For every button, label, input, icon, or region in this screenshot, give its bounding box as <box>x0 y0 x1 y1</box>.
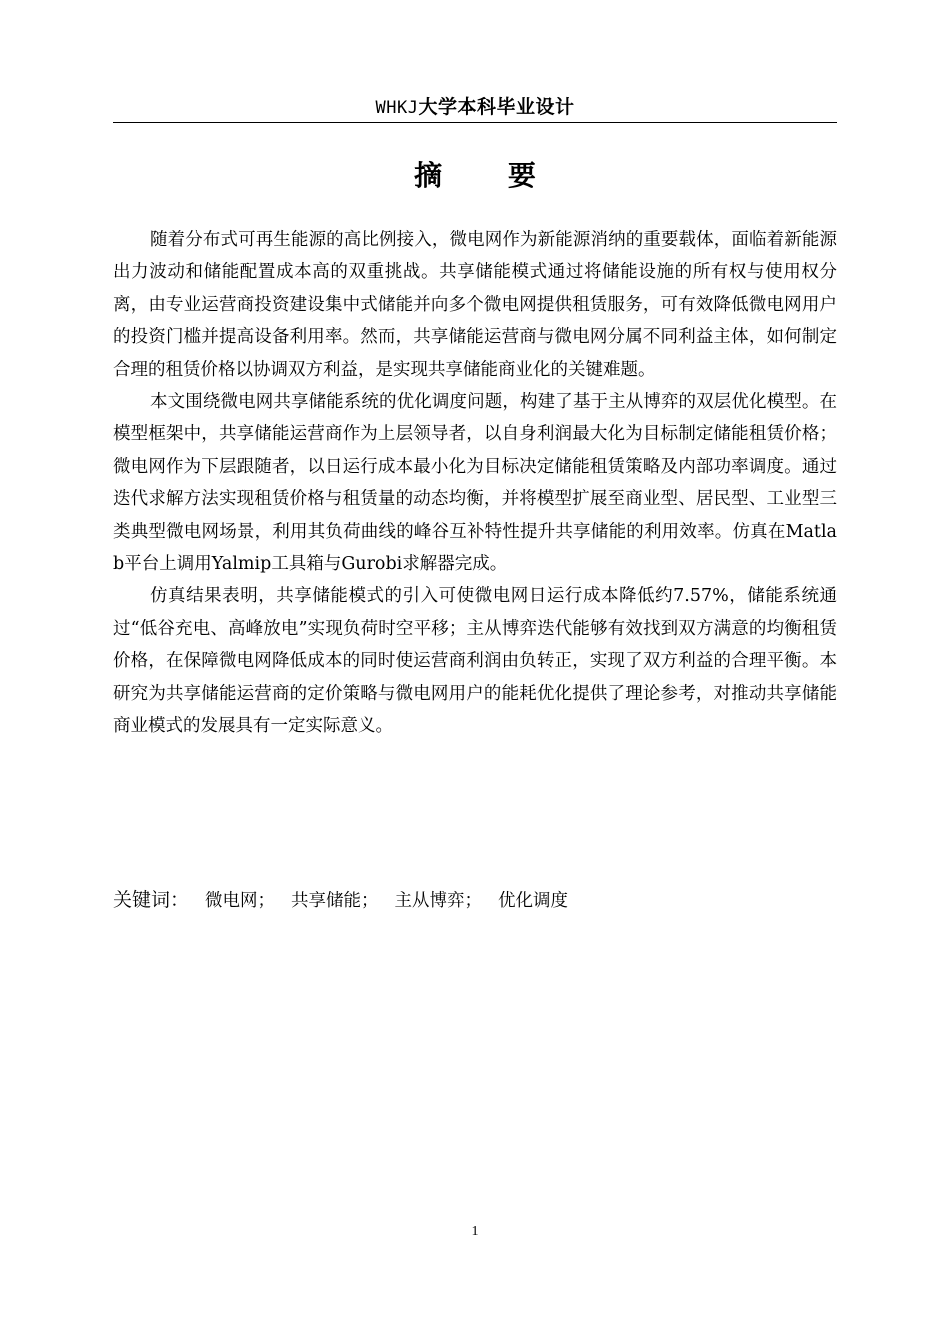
keywords-line <box>113 884 837 917</box>
header-rule <box>113 122 837 123</box>
running-header <box>113 94 837 121</box>
header-title: 大学本科毕业设计 <box>418 96 575 118</box>
header-school-code: WHKJ <box>375 98 419 118</box>
page-number: 1 <box>471 1224 479 1239</box>
abstract-title: 摘 要 <box>414 159 564 192</box>
abstract-paragraph-1: 随着分布式可再生能源的高比例接入，微电网作为新能源消纳的重要载体，面临着新能源出力波动和储能配置成本高的双重挑战。共享储能模式通过将储能设施的所有权与使用权分离，由专业运营商投资建设集中式储能并向多个微电网提供租赁服务，可有效降低微电网用户的投资门槛并提高设备利用率。然而，共享储能运营商与微电网分属不同利益主体，如何制定合理的租赁价格以协调双方利益，是实现共享储能商业化的关键难题。 <box>113 230 837 380</box>
keyword-item: 共享储能； <box>291 891 379 911</box>
abstract-paragraph-3: 仿真结果表明，共享储能模式的引入可使微电网日运行成本降低约7.57%，储能系统通过“低谷充电、高峰放电”实现负荷时空平移；主从博弈迭代能够有效找到双方满意的均衡租赁价格，在保障微电网降低成本的同时使运营商利润由负转正，实现了双方利益的合理平衡。本研究为共享储能运营商的定价策略与微电网用户的能耗优化提供了理论参考，对推动共享储能商业模式的发展具有一定实际意义。 <box>113 586 837 737</box>
keywords-label: 关键词： <box>113 889 190 911</box>
keyword-item: 优化调度 <box>498 891 569 911</box>
keyword-item: 微电网； <box>205 891 276 911</box>
keyword-item: 主从博弈； <box>394 891 483 911</box>
abstract-paragraph-2: 本文围绕微电网共享储能系统的优化调度问题，构建了基于主从博弈的双层优化模型。在模型框架中，共享储能运营商作为上层领导者，以自身利润最大化为目标制定储能租赁价格；微电网作为下层跟随者，以日运行成本最小化为目标决定储能租赁策略及内部功率调度。通过迭代求解方法实现租赁价格与租赁量的动态均衡，并将模型扩展至商业型、居民型、工业型三类典型微电网场景，利用其负荷曲线的峰谷互补特性提升共享储能的利用效率。仿真在Matlab平台上调用Yalmip工具箱与Gurobi求解器完成。 <box>113 392 837 575</box>
abstract-body <box>113 224 837 743</box>
